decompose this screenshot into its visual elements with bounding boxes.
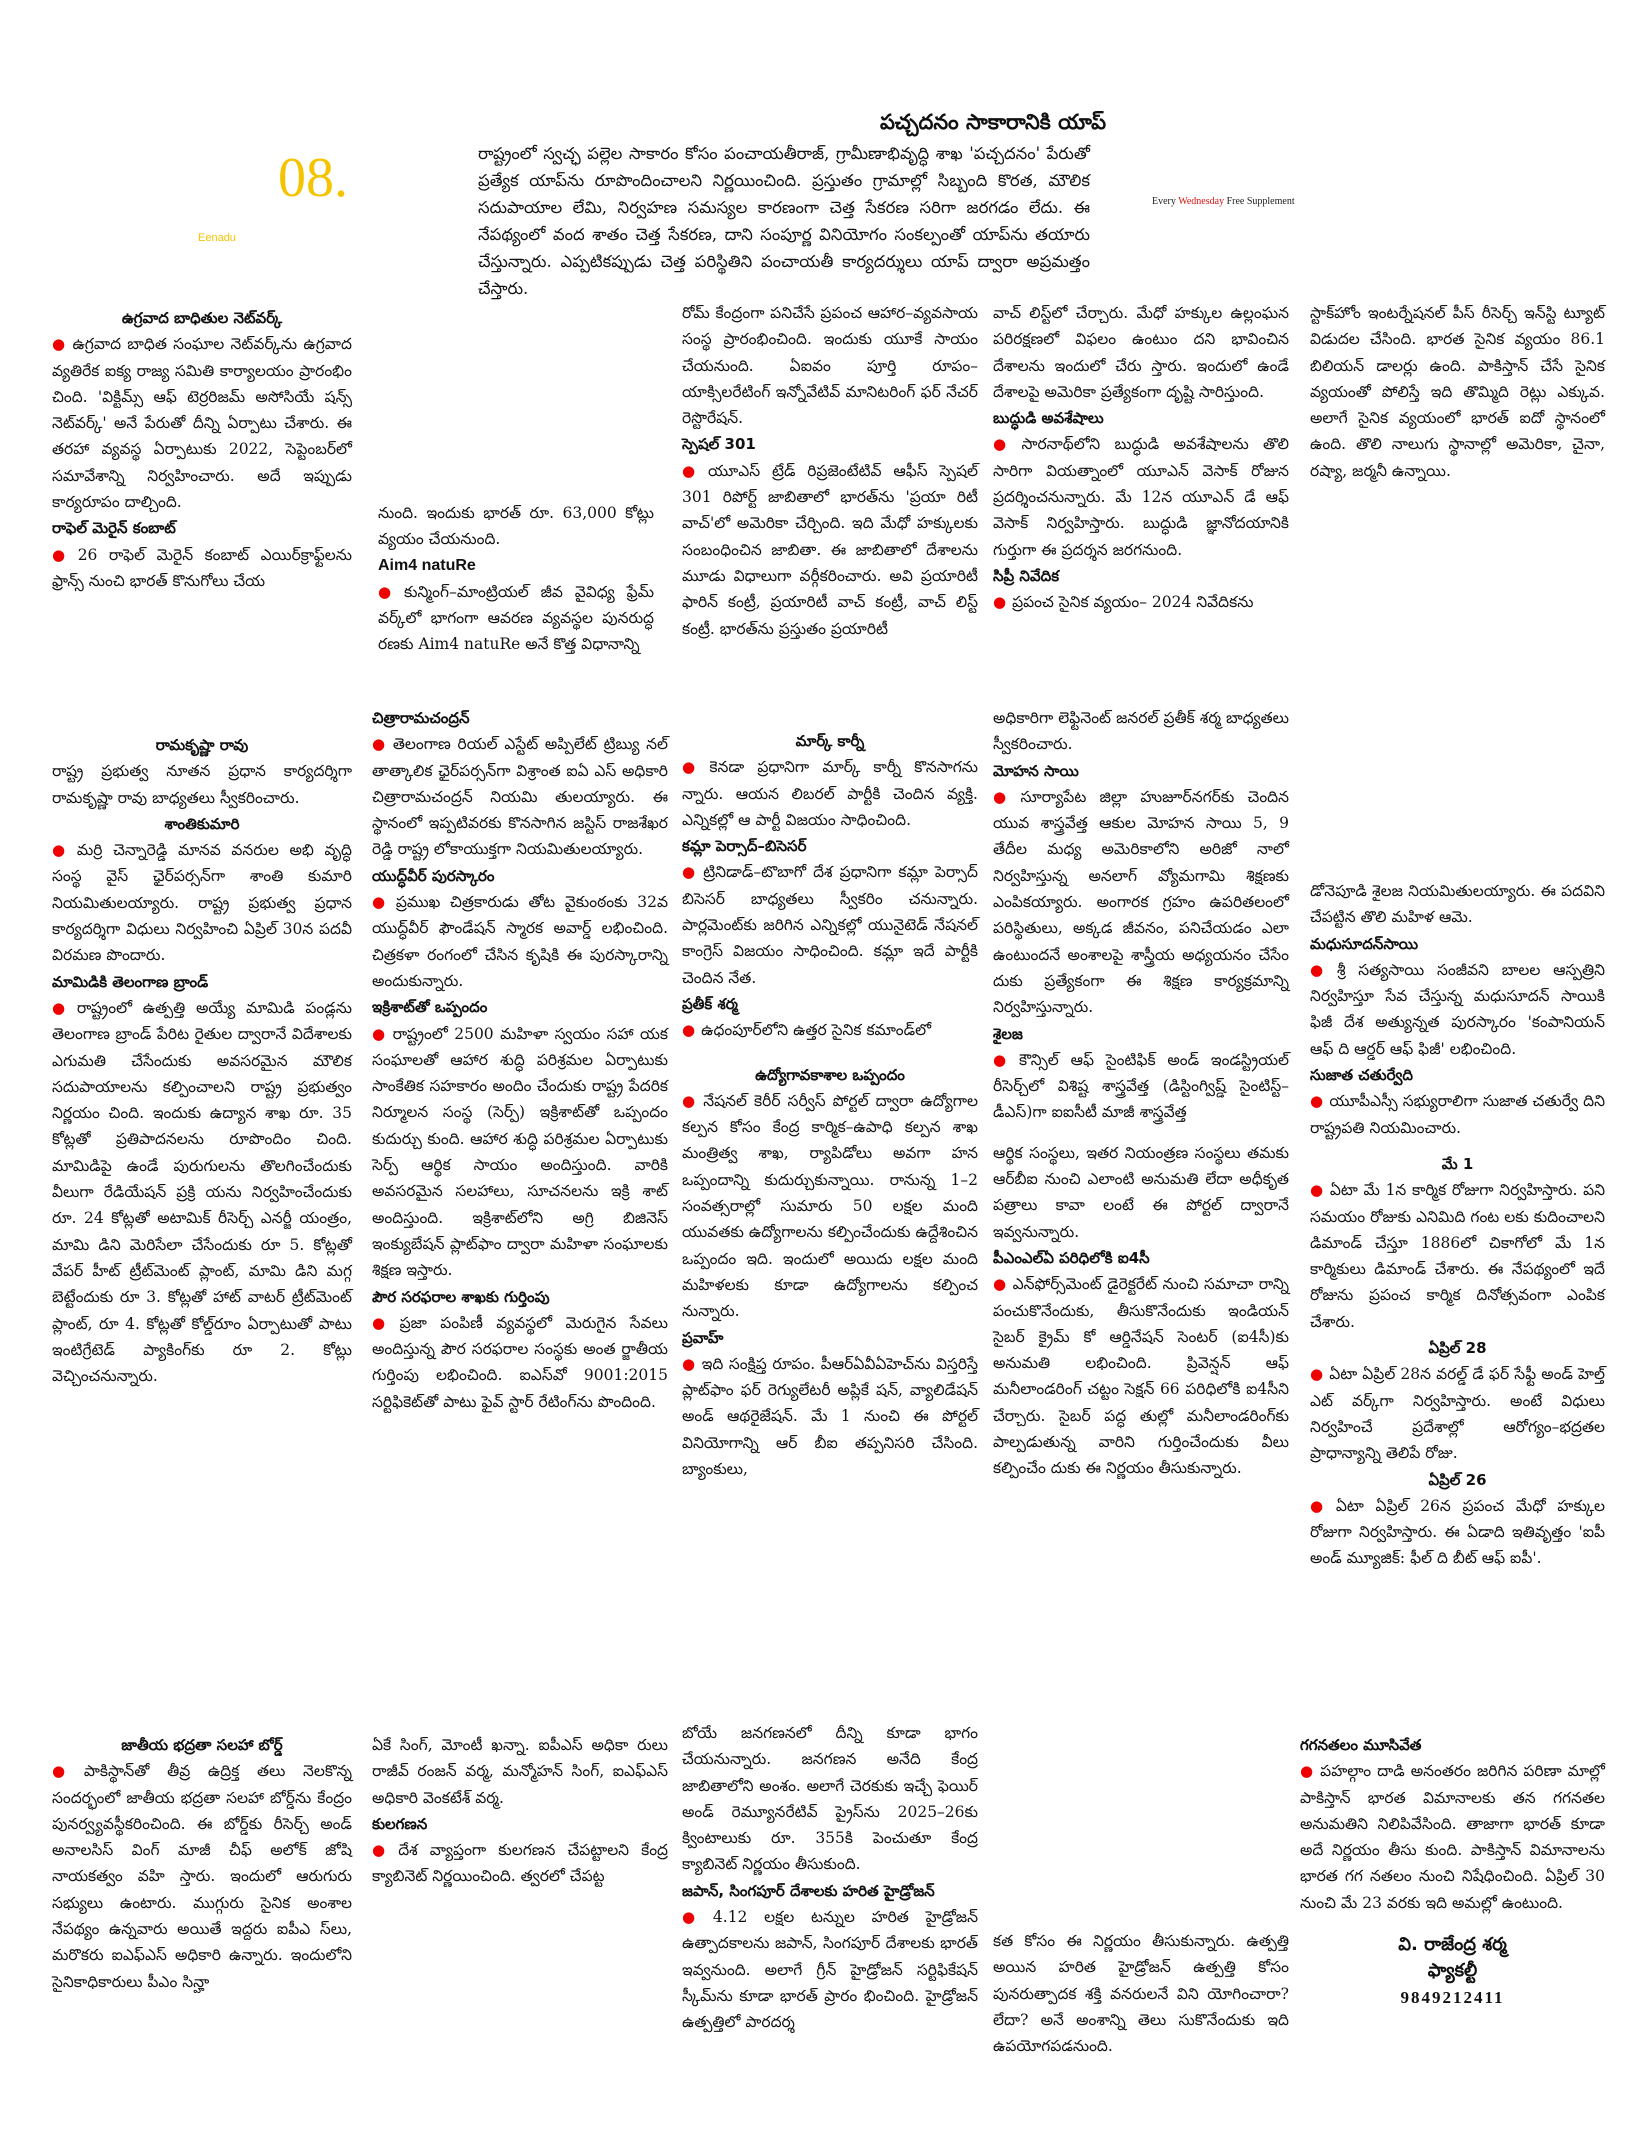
paragraph: ● యూఎస్ ట్రేడ్ రిప్రజెంటేటివ్ ఆఫీస్ స్పెషల్ 301 రిపోర్ట్ జాబితాలో భారత్‌ను 'ప్రయా రిటీ వాచ్'లో అమెరికా చేర్చింది. ఇది మేధో హక్కులకు సంబంధించిన జాబితా. ఈ జాబితాలో దేశాలను మూడు విధాలుగా వర్గీకరించారు. అవి ప్రయారిటీ ఫారిన్ కంట్రీ, ప్రయారిటీ వాచ్ కంట్రీ, వాచ్ లిస్ట్ కంట్రీ. భారత్‌ను ప్రస్తుతం ప్రయారిటీ bbox=[682, 461, 978, 638]
heading: మోహన సాయి bbox=[993, 761, 1079, 780]
lead-body: రాష్ట్రంలో స్వచ్ఛ పల్లెల సాకారం కోసం పంచాయతీరాజ్, గ్రామీణాభివృద్ధి శాఖ 'పచ్చదనం' పేరుతో ప్రత్యేక యాప్‌ను రూపొందించాలని నిర్ణయించింది. ప్రస్తుతం గ్రామాల్లో సిబ్బంది కొరత, మౌలిక సదుపాయాల లేమి, నిర్వహణ సమస్యల కారణంగా చెత్త సేకరణ సరిగా జరగడం లేదు. ఈ నేపథ్యంలో వంద శాతం చెత్త సేకరణ, దాని సంపూర్ణ వినియోగం సంకల్పంతో యాప్‌ను తయారు చేస్తున్నారు. ఎప్పటికప్పుడు చెత్త పరిస్థితిని పంచాయతీ కార్యదర్శులు యాప్ ద్వారా అప్రమత్తం చేస్తారు. bbox=[478, 144, 1090, 298]
heading: సుజాత చతుర్వేది bbox=[1310, 1066, 1413, 1085]
bullet-icon: ● bbox=[372, 1313, 394, 1332]
bullet-icon: ● bbox=[52, 1762, 78, 1781]
bullet-icon: ● bbox=[993, 1050, 1013, 1069]
paragraph: నుంది. ఇందుకు భారత్ రూ. 63,000 కోట్లు వ్యయం చేయనుంది. bbox=[378, 504, 654, 549]
paragraph: ● ప్రముఖ చిత్రకారుడు తోట వైకుంఠంకు 32వ యుద్ధ్‌వీర్ ఫౌండేషన్ స్మారక అవార్డ్ లభించింది. చిత్రకళా రంగంలో చేసిన కృషికి ఈ పురస్కారాన్ని అందుకున్నారు. bbox=[372, 893, 668, 990]
heading: ప్రవాహ్ bbox=[682, 1328, 724, 1347]
lead-title: పచ్చదనం సాకారానికి యాప్ bbox=[880, 110, 1107, 134]
paragraph: ● ప్రపంచ సైనిక వ్యయం– 2024 నివేదికను bbox=[993, 593, 1254, 612]
row2-col1 bbox=[52, 732, 352, 1389]
heading: గగనతలం మూసివేత bbox=[1300, 1736, 1422, 1754]
paragraph: ● కౌన్సిల్ ఆఫ్ సైంటిఫిక్ అండ్ ఇండస్ట్రియల్ రీసెర్చ్‌లో విశిష్ట శాస్త్రవేత్త (డిస్టింగ్విష్డ్ సైంటిస్ట్–డీఎస్)గా ఐఐసీటీ మాజీ శాస్త్రవేత్త bbox=[993, 1050, 1289, 1122]
supplement-free: Free Supplement bbox=[1226, 196, 1295, 207]
paragraph: ● రాష్ట్రంలో 2500 మహిళా స్వయం సహా యక సంఘాలతో ఆహార శుద్ధి పరిశ్రమల ఏర్పాటుకు సాంకేతిక సహకారం అందిం చేందుకు రాష్ట్ర పేదరిక నిర్మూలన సంస్థ (సెర్ప్) ఇక్రిశాట్‌తో ఒప్పందం కుదుర్చు కుంది. ఆహార శుద్ధి పరిశ్రమల ఏర్పాటుకు సెర్ప్ ఆర్థిక సాయం అందిస్తుంది. వారికి అవసరమైన సలహాలు, సూచనలను ఇక్రి శాట్ అందిస్తుంది. ఇక్రిశాట్‌లోని అగ్రి బిజినెస్ ఇంక్యుబేషన్ ప్లాట్‌ఫాం ద్వారా మహిళా సంఘాలకు శిక్షణ ఇస్తారు. bbox=[372, 1024, 668, 1280]
paragraph: ● ఏటా ఏప్రిల్ 26న ప్రపంచ మేధో హక్కుల రోజుగా నిర్వహిస్తారు. ఈ ఏడాది ఇతివృత్తం 'ఐపీ అండ్ మ్యూజిక్: ఫీల్ ది బీట్ ఆఫ్ ఐపీ'. bbox=[1310, 1496, 1605, 1568]
bullet-icon: ● bbox=[378, 582, 398, 601]
paragraph: ● రాష్ట్రంలో ఉత్పత్తి అయ్యే మామిడి పండ్లను తెలంగాణ బ్రాండ్ పేరిట రైతుల ద్వారానే విదేశాలకు ఎగుమతి చేసేందుకు అవసరమైన మౌలిక సదుపాయాలను కల్పించాలని రాష్ట్ర ప్రభుత్వం నిర్ణయం చింది. ఇందుకు ఉద్యాన శాఖ రూ. 35 కోట్లతో ప్రతిపాదనలను రూపొందిం చింది. మామిడిపై ఉండే పురుగులను తొలగించేందుకు వీలుగా రేడియేషన్ ప్రక్రి యను నిర్వహించేందుకు రూ. 24 కోట్లతో అటామిక్ రీసెర్చ్ ఎనర్జీ యంత్రం, మామి డిని మెరిసేలా చేసేందుకు రూ 5. కోట్లతో వేపర్ హీట్ ట్రీట్‌మెంట్ ప్లాంట్, మామి డిని మగ్గ బెట్టేందుకు రూ 3. కోట్లతో హాట్ వాటర్ ట్రీట్‌మెంట్ ప్లాంట్, రూ 4. కోట్లతో కోల్డ్‌రూం ఏర్పాటుతో పాటు ఇంటిగ్రేటెడ్ ప్యాకింగ్‌కు రూ 2. కోట్లు వెచ్చించనున్నారు. bbox=[52, 998, 352, 1386]
bullet-icon: ● bbox=[52, 841, 71, 860]
bullet-icon: ● bbox=[52, 335, 67, 354]
bullet-icon: ● bbox=[682, 461, 702, 480]
heading: ప్రతీక్ శర్మ bbox=[682, 994, 738, 1013]
bullet-icon: ● bbox=[1310, 960, 1331, 979]
row3-col2 bbox=[372, 1732, 668, 1890]
paragraph: ఆర్థిక సంస్థలు, ఇతర నియంత్రణ సంస్థలు తమకు ఆర్‌బీఐ నుంచి ఎలాంటి అనుమతి లేదా అధీకృత పత్రాలు కావా లంటే ఈ పోర్టల్ ద్వారానే ఇవ్వనున్నారు. bbox=[993, 1143, 1289, 1241]
paragraph: ● ఉధంపూర్‌లోని ఉత్తర సైనిక కమాండ్‌లో bbox=[682, 1021, 932, 1040]
paragraph: ఏకే సింగ్, మోంటీ ఖన్నా. ఐపీఎస్ అధికా రులు రాజీవ్ రంజన్ వర్మ, మన్మోహన్ సింగ్, ఐఎఫ్ఎస్ అధికారి వెంకటేశ్ వర్మ. bbox=[372, 1736, 668, 1807]
heading: శైలజ bbox=[993, 1024, 1023, 1043]
heading: యుద్ధ్‌వీర్ పురస్కారం bbox=[372, 866, 495, 885]
supplement-day: Wednesday bbox=[1178, 196, 1225, 207]
author-name: వి. రాజేంద్ర శర్మ bbox=[1398, 1934, 1507, 1956]
heading: ఏప్రిల్ 26 bbox=[1428, 1470, 1487, 1489]
bullet-icon: ● bbox=[1300, 1762, 1315, 1781]
heading: ఉద్యోగావకాశాల ఒప్పందం bbox=[755, 1065, 905, 1084]
bullet-icon: ● bbox=[1310, 1365, 1324, 1384]
page-number-subtitle: Eenadu bbox=[198, 232, 236, 244]
paragraph: డోనెపూడి శైలజ నియమితులయ్యారు. ఈ పదవిని చేపట్టిన తొలి మహిళ ఆమె. bbox=[1310, 882, 1605, 927]
row2-col2 bbox=[372, 705, 668, 1415]
paragraph: ● ఏటా ఏప్రిల్ 28న వరల్డ్ డే ఫర్ సేఫ్టీ అండ్ హెల్త్ ఎట్ వర్క్‌గా నిర్వహిస్తారు. అంటే విధులు నిర్వహించే ప్రదేశాల్లో ఆరోగ్యం–భద్రతల ప్రాధాన్యాన్ని తెలిపే రోజు. bbox=[1310, 1365, 1606, 1463]
bullet-icon: ● bbox=[993, 435, 1016, 454]
paragraph: రోమ్ కేంద్రంగా పనిచేసే ప్రపంచ ఆహార–వ్యవసాయ సంస్థ ప్రారంభించింది. ఇందుకు యూకే సాయం చేయనుంది. ఏఐవం పూర్తి రూపం– యాక్సిలరేటింగ్ ఇన్నోవేటివ్ మానిటరింగ్ ఫర్ నేచర్ రెస్టొరేషన్. bbox=[682, 304, 978, 428]
bullet-icon: ● bbox=[682, 863, 698, 882]
bullet-icon: ● bbox=[993, 1275, 1007, 1294]
row1-col3 bbox=[682, 300, 978, 642]
paragraph: ● శ్రీ సత్యసాయి సంజీవని బాలల ఆస్పత్రిని నిర్వహిస్తూ సేవ చేస్తున్న మధుసూదన్ సాయికి ఫిజీ దేశ అత్యున్నత పురస్కారం 'కంపానియన్ ఆఫ్ ది ఆర్డర్ ఆఫ్ ఫిజీ' లభించింది. bbox=[1310, 960, 1605, 1058]
row3-col3 bbox=[682, 1720, 978, 2036]
paragraph: అధికారిగా లెఫ్టినెంట్ జనరల్ ప్రతీక్ శర్మ బాధ్యతలు స్వీకరించారు. bbox=[993, 709, 1289, 754]
paragraph: కత కోసం ఈ నిర్ణయం తీసుకున్నారు. ఉత్పత్తి అయిన హరిత హైడ్రోజన్ ఉత్పత్తి కోసం పునరుత్పాదక శక్తి వనరులనే విని యోగించారా? లేదా? అనే అంశాన్ని తెలు సుకొనేందుకు ఇది ఉపయోగపడనుంది. bbox=[993, 1932, 1289, 2056]
heading: మధుసూదన్‌సాయి bbox=[1310, 934, 1419, 953]
row2-col4 bbox=[993, 705, 1289, 1482]
heading: మార్క్ కార్నీ bbox=[795, 732, 865, 750]
heading: చిత్రారామచంద్రన్ bbox=[372, 709, 470, 727]
page-number: 08. bbox=[278, 147, 348, 209]
paragraph: ● ఏటా మే 1న కార్మిక రోజుగా నిర్వహిస్తారు. పని సమయం రోజుకు ఎనిమిది గంట లకు కుదించాలని డిమాండ్ చేస్తూ 1886లో చికాగోలో మే 1న కార్మికులు డిమాండ్ చేశారు. ఈ నేపథ్యంలో ఇదే రోజును ప్రపంచ కార్మిక దినోత్సవంగా ఎంపిక చేశారు. bbox=[1310, 1181, 1605, 1331]
paragraph: స్టాక్‌హోం ఇంటర్నేషనల్ పీస్ రీసెర్చ్ ఇన్‌స్టి ట్యూట్ విడుదల చేసింది. భారత సైనిక వ్యయం 86.1 బిలియన్ డాలర్లు ఉంది. పాకిస్తాన్ చేసే సైనిక వ్యయంతో పోలిస్తే ఇది తొమ్మిది రెట్లు ఎక్కువ. అలాగే సైనిక వ్యయంలో భారత్ ఐదో స్థానంలో ఉంది. తొలి నాలుగు స్థానాల్లో అమెరికా, చైనా, రష్యా, జర్మనీ ఉన్నాయి. bbox=[1310, 304, 1605, 480]
heading: ఇక్రిశాట్‌తో ఒప్పందం bbox=[372, 998, 488, 1017]
row3-col5 bbox=[1300, 1732, 1605, 2011]
paragraph: ● నేషనల్ కెరీర్ సర్వీస్ పోర్టల్ ద్వారా ఉద్యోగాల కల్పన కోసం కేంద్ర కార్మిక–ఉపాధి కల్పన శాఖ మంత్రిత్వ శాఖ, ర్యాపిడోలు అవగా హన ఒప్పందాన్ని కుదుర్చుకున్నాయి. రానున్న 1–2 సంవత్సరాల్లో సుమారు 50 లక్షల మంది యువతకు ఉద్యోగాలను కల్పించేందుకు ఉద్దేశించిన ఒప్పందం ఇది. ఇందులో అయిదు లక్షల మంది మహిళలకు కూడా ఉద్యోగాలను కల్పించ నున్నారు. bbox=[682, 1091, 978, 1321]
paragraph: ● పాకిస్థాన్‌తో తీవ్ర ఉద్రిక్త తలు నెలకొన్న సందర్భంలో జాతీయ భద్రతా సలహా బోర్డ్‌ను కేంద్రం పునర్వ్యవస్థీకరించింది. ఈ బోర్డ్‌కు రీసెర్చ్ అండ్ అనాలసిస్ వింగ్ మాజీ చీఫ్ అలోక్ జోషి నాయకత్వం వహి స్తారు. ఇందులో ఆరుగురు సభ్యులు ఉంటారు. ముగ్గురు సైనిక అంశాల నేపథ్యం ఉన్నవారు అయితే ఇద్దరు ఐపీఎ స్‌లు, మరొకరు ఐఎఫ్ఎస్ అధికారి ఉన్నారు. ఇందులోని సైనికాధికారులు పీఎం సిన్హా bbox=[52, 1762, 352, 1991]
bullet-icon: ● bbox=[52, 545, 72, 564]
paragraph: ● కున్మింగ్–మాంట్రియల్ జీవ వైవిధ్య ఫ్రేమ్ వర్క్‌లో భాగంగా ఆవరణ వ్యవస్థల పునరుద్ధ రణకు Aim4 natuRe అనే కొత్త విధానాన్ని bbox=[378, 582, 654, 654]
paragraph: ● ట్రినిడాడ్–టొబాగో దేశ ప్రధానిగా కమ్లా పెర్సాద్ బిసెసర్ బాధ్యతలు స్వీకరిం చనున్నారు. పార్లమెంట్‌కు జరిగిన ఎన్నికల్లో యునైటెడ్ నేషనల్ కాంగ్రెస్ విజయం సాధించింది. కమ్లా ఇదే పార్టీకి చెందిన నేత. bbox=[682, 863, 978, 987]
paragraph: ● ఎన్‌ఫోర్స్‌మెంట్ డైరెక్టరేట్ నుంచి సమాచా రాన్ని పంచుకొనేందుకు, తీసుకొనేందుకు ఇండియన్ సైబర్ క్రైమ్ కో ఆర్డినేషన్ సెంటర్ (ఐ4సీ)కు అనుమతి లభించింది. ప్రివెన్షన్ ఆఫ్ మనీలాండరింగ్ చట్టం సెక్షన్ 66 పరిధిలోకి ఐ4సీని చేర్చారు. సైబర్ పద్ధ తుల్లో మనీలాండరింగ్‌కు పాల్పడుతున్న వారిని గుర్తించేందుకు వీలు కల్పించేం దుకు ఈ నిర్ణయం తీసుకున్నారు. bbox=[993, 1275, 1289, 1478]
supplement-every: Every bbox=[1152, 196, 1176, 207]
bullet-icon: ● bbox=[682, 1908, 707, 1927]
heading: రాఫెల్ మెరైన్ కంబాట్ bbox=[52, 519, 176, 538]
bullet-icon: ● bbox=[682, 758, 704, 777]
bullet-icon: ● bbox=[993, 593, 1007, 612]
heading: పీఎంఎల్ఏ పరిధిలోకి ఐ4సీ bbox=[993, 1248, 1150, 1267]
heading: రామకృష్ణా రావు bbox=[155, 736, 249, 754]
row1-col1 bbox=[52, 305, 352, 594]
paragraph: రాష్ట్ర ప్రభుత్వ నూతన ప్రధాన కార్యదర్శిగా రామకృష్ణా రావు బాధ్యతలు స్వీకరించారు. bbox=[52, 762, 352, 807]
paragraph: ● తెలంగాణ రియల్ ఎస్టేట్ అప్పిలేట్ ట్రిబ్యు నల్ తాత్కాలిక ఛైర్‌పర్సన్‌గా విశ్రాంత ఐఏ ఎస్ అధికారి చిత్రారామచంద్రన్ నియమి తులయ్యారు. ఈ స్థానంలో ఇప్పటివరకు కొనసాగిన జస్టిస్ రాజశేఖర రెడ్డి రాష్ట్ర లోకాయుక్తగా నియమితులయ్యారు. bbox=[372, 735, 669, 859]
heading: కమ్లా పెర్సాద్–బిసెసర్ bbox=[682, 837, 807, 856]
heading: మామిడికి తెలంగాణ బ్రాండ్ bbox=[52, 972, 209, 991]
heading: ఉగ్రవాద బాధితుల నెట్‌వర్క్ bbox=[121, 309, 283, 327]
heading: కులగణన bbox=[372, 1814, 428, 1833]
heading: Aim4 natuRe bbox=[378, 556, 476, 574]
row1-col2 bbox=[378, 500, 654, 658]
heading: మే 1 bbox=[1441, 1154, 1474, 1173]
paragraph: ● ప్రజా పంపిణీ వ్యవస్థలో మెరుగైన సేవలు అందిస్తున్న పౌర సరఫరాల సంస్థకు అంత ర్జాతీయ గుర్తింపు లభించింది. ఐఎస్‌వో 9001:2015 సర్టిఫికెట్‌తో పాటు ఫైవ్ స్టార్ రేటింగ్‌ను పొందింది. bbox=[372, 1313, 668, 1411]
bullet-icon: ● bbox=[682, 1091, 698, 1110]
paragraph: ● 4.12 లక్షల టన్నుల హరిత హైడ్రోజన్ ఉత్పాదకాలను జపాన్, సింగపూర్ దేశాలకు భారత్ ఇవ్వనుంది. అలాగే గ్రీన్ హైడ్రోజన్ సర్టిఫికేషన్ స్కీమ్‌ను కూడా భారత్ ప్రారం భించింది. హైడ్రోజన్ ఉత్పత్తిలో పారదర్శ bbox=[682, 1908, 978, 2032]
paragraph: ● పహల్గాం దాడి అనంతరం జరిగిన పరిణా మాల్లో పాకిస్తాన్ భారత విమానాలకు తన గగనతల అనుమతిని నిలిపివేసింది. తాజాగా భారత్ కూడా అదే నిర్ణయం తీసు కుంది. పాకిస్తాన్ విమానాలను భారత గగ నతలం నుంచి నిషేధించింది. ఏప్రిల్ 30 నుంచి మే 23 వరకు ఇది అమల్లో ఉంటుంది. bbox=[1300, 1762, 1605, 1912]
bullet-icon: ● bbox=[372, 893, 390, 912]
heading: బుద్ధుడి అవశేషాలు bbox=[993, 409, 1104, 428]
paragraph: ● దేశ వ్యాప్తంగా కులగణన చేపట్టాలని కేంద్ర క్యాబినెట్ నిర్ణయించింది. త్వరలో చేపట్ట bbox=[372, 1841, 668, 1886]
row1-col5 bbox=[1310, 300, 1605, 484]
paragraph: ● యూపీఎస్సీ సభ్యురాలిగా సుజాత చతుర్వే దిని రాష్ట్రపతి నియమించారు. bbox=[1310, 1092, 1606, 1137]
bullet-icon: ● bbox=[682, 1021, 696, 1040]
author-title: ఫ్యాకల్టీ bbox=[1427, 1960, 1478, 1982]
paragraph: ● సారనాథ్‌లోని బుద్ధుడి అవశేషాలను తొలి సారిగా వియత్నాంలో యూఎన్ వెసాక్ రోజున ప్రదర్శించనున్నారు. మే 12న యూఎన్ డే ఆఫ్ వెసాక్ నిర్వహిస్తారు. బుద్ధుడి జ్ఞానోదయానికి గుర్తుగా ఈ ప్రదర్శన జరగనుంది. bbox=[993, 435, 1289, 559]
supplement-tagline bbox=[1152, 196, 1295, 207]
heading: జపాన్, సింగపూర్ దేశాలకు హరిత హైడ్రోజన్ bbox=[682, 1881, 935, 1900]
row3-col1 bbox=[52, 1732, 352, 1995]
author-phone: 9849212411 bbox=[1400, 1987, 1505, 2007]
heading: శాంతికుమారి bbox=[164, 814, 240, 833]
heading: స్పెషల్ 301 bbox=[682, 435, 756, 454]
paragraph: ● 26 రాఫెల్ మెరైన్ కంబాట్ ఎయిర్‌క్రాఫ్ట్‌లను ఫ్రాన్స్ నుంచి భారత్ కొనుగోలు చేయ bbox=[52, 545, 352, 590]
row2-col5 bbox=[1310, 878, 1605, 1572]
row1-col4 bbox=[993, 300, 1289, 616]
heading: సిప్రీ నివేదిక bbox=[993, 566, 1060, 585]
bullet-icon: ● bbox=[372, 1841, 393, 1860]
row2-col3 bbox=[682, 728, 978, 1482]
bullet-icon: ● bbox=[1310, 1092, 1324, 1111]
heading: జాతీయ భద్రతా సలహా బోర్డ్ bbox=[121, 1736, 283, 1754]
paragraph: బోయే జనగణనలో దీన్ని కూడా భాగం చేయనున్నారు. జనగణన అనేది కేంద్ర జాబితాలోని అంశం. అలాగే చెరకుకు ఇచ్చే ఫెయిర్ అండ్ రెమ్యూనరేటివ్ ప్రైస్‌ను 2025–26కు క్వింటాలుకు రూ. 355కి పెంచుతూ కేంద్ర క్యాబినెట్ నిర్ణయం తీసుకుంది. bbox=[682, 1724, 978, 1874]
row3-col4 bbox=[993, 1928, 1289, 2059]
bullet-icon: ● bbox=[1310, 1496, 1330, 1515]
bullet-icon: ● bbox=[1310, 1181, 1324, 1200]
paragraph: ● మర్రి చెన్నారెడ్డి మానవ వనరుల అభి వృద్ధి సంస్థ వైస్ ఛైర్‌పర్సన్‌గా శాంతి కుమారి నియమితులయ్యారు. రాష్ట్ర ప్రభుత్వ ప్రధాన కార్యదర్శిగా విధులు నిర్వహించి ఏప్రిల్ 30న పదవీ విరమణ పొందారు. bbox=[52, 841, 352, 965]
heading: ఏప్రిల్ 28 bbox=[1428, 1339, 1487, 1358]
paragraph: ● ఇది సంక్షిప్త రూపం. పీఆర్ఏవీఏహెచ్‌ను విస్తరిస్తే ప్లాట్‌ఫాం ఫర్ రెగ్యులేటరీ అప్లికే షన్, వ్యాలిడేషన్ అండ్ ఆథరైజేషన్. మే 1 నుంచి ఈ పోర్టల్ వినియోగాన్ని ఆర్ బీఐ తప్పనిసరి చేసింది. బ్యాంకులు, bbox=[682, 1354, 978, 1479]
bullet-icon: ● bbox=[372, 735, 387, 754]
paragraph: ● ఉగ్రవాద బాధిత సంఘాల నెట్‌వర్క్‌ను ఉగ్రవాద వ్యతిరేక ఐక్య రాజ్య సమితి కార్యాలయం ప్రారంభిం చింది. 'విక్టిమ్స్ ఆఫ్ టెర్రరిజమ్ అసోసియే షన్స్ నెట్‌వర్క్' అనే పేరుతో దీన్ని ఏర్పాటు చేశారు. ఈ తరహా వ్యవస్థ ఏర్పాటుకు 2022, సెప్టెంబర్‌లో సమావేశాన్ని నిర్వహించారు. అదే ఇప్పుడు కార్యరూపం దాల్చింది. bbox=[52, 335, 352, 512]
heading: పౌర సరఫరాల శాఖకు గుర్తింపు bbox=[372, 1287, 550, 1306]
paragraph: ● సూర్యాపేట జిల్లా హుజూర్‌నగర్‌కు చెందిన యువ శాస్త్రవేత్త ఆకుల మోహన సాయి 5, 9 తేదీల మధ్య అమెరికాలోని అరిజో నాలో నిర్వహిస్తున్న అనలాగ్ వ్యోమగామి శిక్షణకు ఎంపికయ్యారు. అంగారక గ్రహం ఉపరితలంలో పరిస్థితులు, అక్కడ జీవనం, పనిచేయడం ఎలా ఉంటుందనే అంశాలపై శాస్త్రీయ అధ్యయనం చేసేం దుకు ప్రత్యేకంగా ఈ శిక్షణ కార్యక్రమాన్ని నిర్వహిస్తున్నారు. bbox=[993, 787, 1289, 1017]
bullet-icon: ● bbox=[372, 1024, 387, 1043]
paragraph: ● కెనడా ప్రధానిగా మార్క్ కార్నీ కొనసాగను న్నారు. ఆయన లిబరల్ పార్టీకి చెందిన వ్యక్తి. ఎన్నికల్లో ఆ పార్టీ విజయం సాధించింది. bbox=[682, 758, 978, 829]
bullet-icon: ● bbox=[993, 787, 1015, 806]
paragraph: వాచ్ లిస్ట్‌లో చేర్చారు. మేధో హక్కుల ఉల్లంఘన పరిరక్షణలో విఫలం ఉంటుం దని భావించిన దేశాలను ఇందులో చేరు స్తారు. ఇందులో ఉండే దేశాలపై అమెరికా ప్రత్యేకంగా దృష్టి సారిస్తుంది. bbox=[993, 304, 1289, 401]
bullet-icon: ● bbox=[52, 998, 71, 1017]
bullet-icon: ● bbox=[682, 1354, 696, 1373]
